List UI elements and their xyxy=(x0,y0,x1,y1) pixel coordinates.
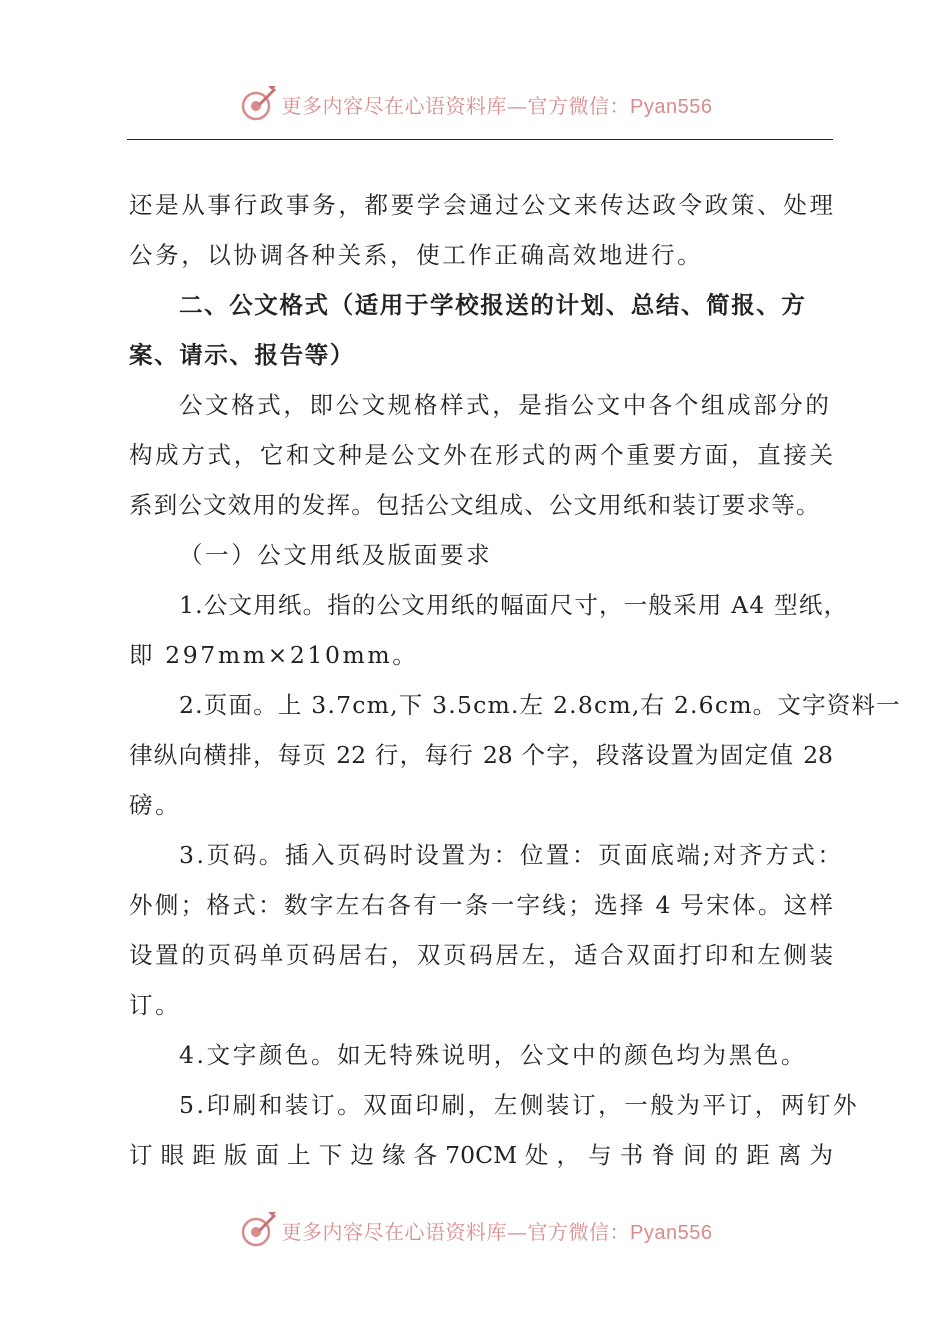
body-line: 即 297mm×210mm。 xyxy=(129,641,419,669)
footer-watermark xyxy=(0,1208,950,1252)
body-line: 系到公文效用的发挥。包括公文组成、公文用纸和装订要求等。 xyxy=(129,491,821,519)
body-line: 律纵向横排，每页 22 行，每行 28 个字，段落设置为固定值 28 xyxy=(129,741,833,769)
body-line: 构成方式，它和文种是公文外在形式的两个重要方面，直接关 xyxy=(129,441,833,469)
body-line: 外侧；格式：数字左右各有一条一字线；选择 4 号宋体。这样 xyxy=(129,891,833,919)
quill-pen-logo-icon xyxy=(238,1210,278,1250)
quill-pen-logo-icon xyxy=(238,84,278,124)
body-line: 4.文字颜色。如无特殊说明，公文中的颜色均为黑色。 xyxy=(179,1041,807,1069)
header-watermark-contact: Pyan556 xyxy=(630,95,713,118)
body-line: 订 眼 距 版 面 上 下 边 缘 各 70CM 处 ， 与 书 脊 间 的 距 离 为 xyxy=(129,1141,833,1169)
header-watermark-text: 更多内容尽在心语资料库—官方微信： xyxy=(281,93,631,118)
body-line: 订。 xyxy=(129,991,182,1019)
section-heading: 二、公文格式（适用于学校报送的计划、总结、简报、方 xyxy=(179,291,807,319)
body-line: 5.印刷和装订。双面印刷，左侧装订，一般为平订，两钉外 xyxy=(179,1091,860,1119)
body-line: 公文格式，即公文规格样式，是指公文中各个组成部分的 xyxy=(179,391,832,419)
body-line: 公务，以协调各种关系，使工作正确高效地进行。 xyxy=(129,241,704,269)
header-divider xyxy=(127,139,833,140)
subsection-heading: （一）公文用纸及版面要求 xyxy=(179,541,493,569)
footer-watermark-text: 更多内容尽在心语资料库—官方微信： xyxy=(281,1219,631,1244)
footer-watermark-contact: Pyan556 xyxy=(630,1221,713,1244)
document-body xyxy=(129,180,901,1180)
section-heading-continued: 案、请示、报告等） xyxy=(129,341,355,369)
body-line: 磅。 xyxy=(129,791,182,819)
body-line: 还是从事行政事务，都要学会通过公文来传达政令政策、处理 xyxy=(129,191,833,219)
body-line: 3.页码。插入页码时设置为：位置：页面底端;对齐方式： xyxy=(179,841,844,869)
body-line: 1.公文用纸。指的公文用纸的幅面尺寸，一般采用 A4 型纸， xyxy=(179,591,849,619)
body-line: 2.页面。上 3.7cm,下 3.5cm.左 2.8cm,右 2.6cm。文字资料一 xyxy=(179,691,901,719)
body-line: 设置的页码单页码居右，双页码居左，适合双面打印和左侧装 xyxy=(129,941,833,969)
header-watermark xyxy=(0,82,950,126)
